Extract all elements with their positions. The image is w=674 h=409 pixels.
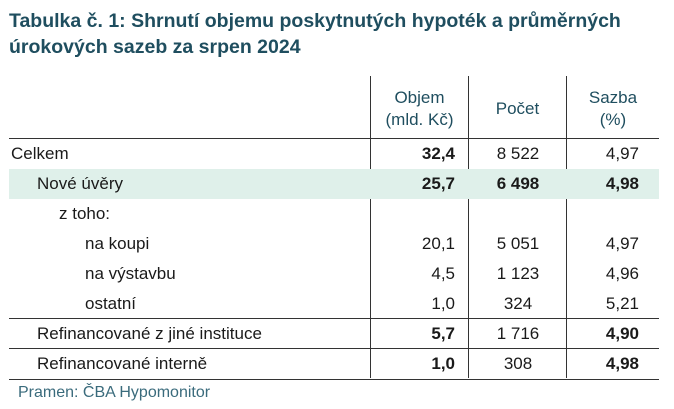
- cell-objem: 20,1: [421, 234, 455, 253]
- row-label: Refinancované interně: [37, 354, 208, 373]
- cell-sazba: 4,90: [605, 324, 639, 343]
- cell-pocet: 5 051: [496, 234, 540, 253]
- column-header-pocet: [469, 76, 566, 142]
- table-title: Tabulka č. 1: Shrnutí objemu poskytnutých hypoték a průměrných úrokových sazeb za srpen 2024: [9, 10, 621, 58]
- cell-objem: 25,7: [421, 174, 455, 193]
- column-header-sazba: [567, 76, 659, 142]
- column-header-objem-line1: Objem: [394, 88, 445, 107]
- cell-objem: 1,0: [431, 294, 455, 313]
- row-label: na výstavbu: [85, 264, 176, 283]
- cell-pocet: 1 716: [496, 324, 540, 343]
- table-row-refinancovane-interne: [9, 348, 659, 380]
- table-row-na-vystavbu: [9, 259, 659, 289]
- cell-pocet: 308: [503, 354, 533, 373]
- table-row-celkem: [9, 138, 659, 169]
- row-label: na koupi: [85, 234, 150, 253]
- source-note: Pramen: ČBA Hypomonitor: [18, 384, 211, 401]
- cell-pocet: 8 522: [496, 144, 540, 163]
- cell-objem: 5,7: [431, 324, 455, 343]
- row-label: z toho:: [59, 204, 111, 223]
- table-row-na-koupi: [9, 229, 659, 259]
- cell-pocet: 1 123: [496, 264, 540, 283]
- cell-objem: 1,0: [431, 354, 455, 373]
- cell-sazba: 4,98: [605, 354, 639, 373]
- cell-sazba: 4,97: [605, 234, 639, 253]
- column-header-objem-line2: (mld. Kč): [385, 110, 454, 129]
- row-label: ostatní: [85, 294, 137, 313]
- column-header-sazba-line2: (%): [599, 110, 627, 129]
- cell-pocet: 324: [503, 294, 533, 313]
- table-row-nove-uvery: [9, 169, 659, 199]
- cell-pocet: 6 498: [496, 174, 540, 193]
- column-header-sazba-line1: Sazba: [588, 88, 638, 107]
- row-label: Refinancované z jiné instituce: [37, 324, 262, 343]
- column-header-objem: [371, 76, 468, 142]
- mortgage-summary-table: [9, 76, 659, 378]
- table-row-z-toho: [9, 199, 659, 229]
- row-label: Nové úvěry: [37, 174, 123, 193]
- cell-sazba: 4,96: [605, 264, 639, 283]
- cell-sazba: 4,97: [605, 144, 639, 163]
- table-row-refinancovane-jine: [9, 318, 659, 349]
- cell-objem: 4,5: [431, 264, 455, 283]
- cell-sazba: 5,21: [605, 294, 639, 313]
- cell-objem: 32,4: [421, 144, 455, 163]
- table-row-ostatni: [9, 289, 659, 319]
- column-header-pocet-line1: Počet: [495, 99, 540, 118]
- row-label: Celkem: [11, 144, 69, 163]
- cell-sazba: 4,98: [605, 174, 639, 193]
